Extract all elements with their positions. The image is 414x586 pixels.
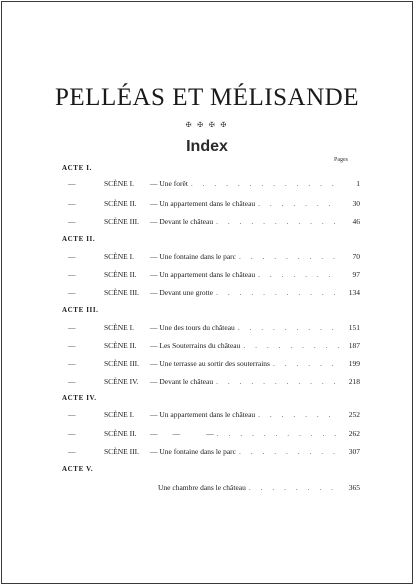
dot-leader [240, 340, 340, 352]
scene-number: SCÈNE III. [104, 359, 139, 368]
dot-leader [246, 482, 340, 494]
scene-description: — Une fontaine dans le parc [150, 252, 237, 261]
ornament: ✠ ✠ ✠ ✠ [185, 121, 229, 129]
dot-leader [213, 287, 340, 299]
page-number: 307 [348, 447, 360, 456]
page-number: 46 [352, 217, 360, 226]
page-number: 70 [352, 252, 360, 261]
scene-number: SCÈNE II. [104, 341, 137, 350]
dot-leader [255, 409, 340, 421]
row-dash: — [68, 270, 76, 279]
index-heading: Index [186, 138, 228, 155]
row-dash: — [68, 199, 76, 208]
page-number: 365 [348, 483, 360, 492]
play-title: PELLÉAS ET MÉLISANDE [55, 84, 359, 111]
dot-leader [255, 198, 340, 210]
scene-description: — Un appartement dans le château [150, 270, 256, 279]
index-row [62, 322, 360, 334]
dot-leader [213, 376, 340, 388]
scene-description: — Un appartement dans le château [150, 410, 256, 419]
scene-description: — Devant le château [150, 217, 214, 226]
scene-number: SCÈNE II. [104, 199, 137, 208]
dot-leader [255, 269, 340, 281]
row-dash: — [68, 377, 76, 386]
scene-description: — Une des tours du château [150, 323, 235, 332]
scene-description: — Devant une grotte [150, 288, 214, 297]
row-dash: — [68, 179, 76, 188]
dot-leader [188, 178, 340, 190]
index-row [62, 446, 360, 458]
act-heading: ACTE IV. [62, 394, 97, 402]
row-dash: — [68, 341, 76, 350]
act-heading: ACTE II. [62, 235, 96, 243]
index-row [158, 482, 360, 494]
index-row [62, 198, 360, 210]
act-heading: ACTE III. [62, 306, 99, 314]
scene-number: SCÈNE II. [104, 270, 137, 279]
scene-number: SCÈNE III. [104, 288, 139, 297]
page-number: 134 [348, 288, 360, 297]
index-row [62, 251, 360, 263]
scene-description: — — — [150, 429, 214, 438]
scene-description: Une chambre dans le château [158, 483, 246, 492]
page-number: 97 [352, 270, 360, 279]
dot-leader [235, 322, 340, 334]
dot-leader [213, 216, 340, 228]
row-dash: — [68, 429, 76, 438]
page-number: 1 [356, 179, 360, 188]
act-heading: ACTE V. [62, 465, 94, 473]
pages-column-label: Pages [334, 157, 348, 163]
index-row [62, 178, 360, 190]
index-row [62, 409, 360, 421]
row-dash: — [68, 447, 76, 456]
index-row [62, 428, 360, 440]
act-heading: ACTE I. [62, 164, 92, 172]
scene-number: SCÈNE II. [104, 429, 137, 438]
index-row [62, 376, 360, 388]
page-number: 262 [348, 429, 360, 438]
scene-number: SCÈNE I. [104, 252, 134, 261]
index-row [62, 287, 360, 299]
row-dash: — [68, 323, 76, 332]
dot-leader [270, 358, 340, 370]
index-page [1, 1, 413, 584]
index-row [62, 216, 360, 228]
scene-number: SCÈNE I. [104, 323, 134, 332]
scene-number: SCÈNE I. [104, 179, 134, 188]
page-number: 252 [348, 410, 360, 419]
index-row [62, 340, 360, 352]
row-dash: — [68, 217, 76, 226]
scene-number: SCÈNE III. [104, 447, 139, 456]
row-dash: — [68, 359, 76, 368]
dot-leader [236, 251, 340, 263]
dot-leader [214, 428, 340, 440]
scene-description: — Une fontaine dans le parc [150, 447, 237, 456]
scene-description: — Une forêt [150, 179, 188, 188]
scene-number: SCÈNE IV. [104, 377, 139, 386]
scene-number: SCÈNE III. [104, 217, 139, 226]
index-row [62, 269, 360, 281]
page-number: 218 [348, 377, 360, 386]
row-dash: — [68, 288, 76, 297]
page-number: 199 [348, 359, 360, 368]
scene-description: — Devant le château [150, 377, 214, 386]
page-number: 30 [352, 199, 360, 208]
page-number: 187 [348, 341, 360, 350]
row-dash: — [68, 252, 76, 261]
scene-description: — Les Souterrains du château [150, 341, 241, 350]
scene-description: — Une terrasse au sortir des souterrains [150, 359, 270, 368]
scene-number: SCÈNE I. [104, 410, 134, 419]
row-dash: — [68, 410, 76, 419]
index-row [62, 358, 360, 370]
dot-leader [236, 446, 340, 458]
page-number: 151 [348, 323, 360, 332]
scene-description: — Un appartement dans le château [150, 199, 256, 208]
